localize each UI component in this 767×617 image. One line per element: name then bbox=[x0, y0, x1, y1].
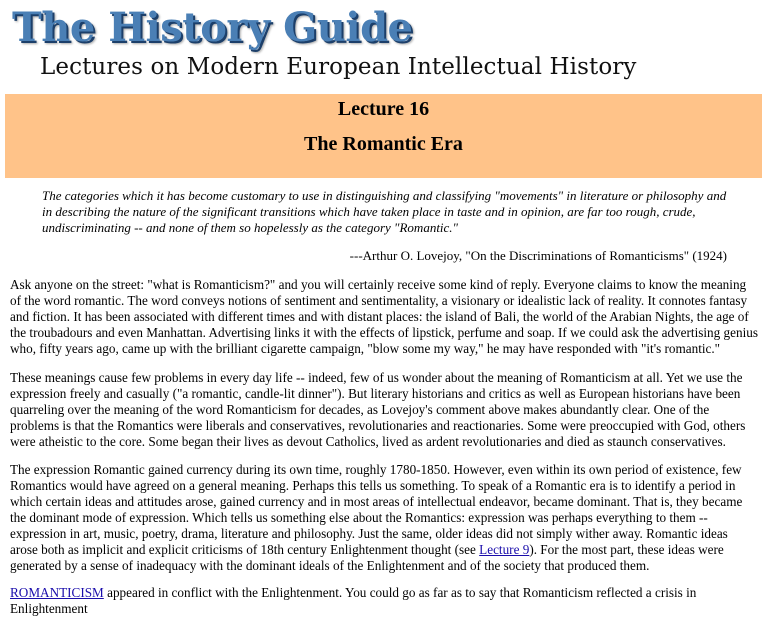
site-logo[interactable]: The History Guide bbox=[12, 4, 413, 51]
lecture-banner bbox=[5, 94, 762, 178]
paragraph-4 bbox=[10, 585, 758, 617]
lecture-title: The Romantic Era bbox=[304, 133, 463, 155]
epigraph-quote: The categories which it has become customary to use in distinguishing and classifying "movements" in literature or philosophy and in describing the nature of the significant transitions which have taken place in taste and in opinion, are far too rough, crude, undiscriminating -- and none of them so hopelessly as the category "Romantic." bbox=[42, 188, 727, 235]
paragraph-1: Ask anyone on the street: "what is Romanticism?" and you will certainly receive some kind of reply. Everyone claims to know the meaning of the word romantic. The word conveys notions of sentiment and sentimentality, a visionary or idealistic lack of reality. It connotes fantasy and fiction. It has been associated with different times and with distant places: the island of Bali, the world of the Arabian Nights, the age of the troubadours and even Manhattan. Advertising links it with the effects of lipstick, perfume and soap. If we could ask the advertising genius who, fifty years ago, came up with the brilliant cigarette campaign, "blow some my way," he may have responded with "it's romantic." bbox=[10, 277, 758, 356]
epigraph-attribution: ---Arthur O. Lovejoy, "On the Discriminations of Romanticisms" (1924) bbox=[349, 248, 727, 263]
paragraph-2: These meanings cause few problems in every day life -- indeed, few of us wonder about the meaning of Romanticism at all. Yet we use the expression freely and casually ("a romantic, candle-lit dinner"). But literary historians and critics as well as European historians have been quarreling over the meaning of the word Romanticism for decades, as Lovejoy's comment above makes abundantly clear. One of the problems is that the Romantics were liberals and conservatives, revolutionaries and reactionaries. Some were preoccupied with God, others were atheistic to the core. Some began their lives as devout Catholics, lived as ardent revolutionaries and died as staunch conservatives. bbox=[10, 370, 746, 449]
lecture-9-link[interactable]: Lecture 9 bbox=[479, 542, 530, 557]
romanticism-link[interactable]: ROMANTICISM bbox=[10, 585, 104, 600]
paragraph-3-text-a: The expression Romantic gained currency during its own time, roughly 1780-1850. However, even within its own period of existence, few Romantics would have agreed on a general meaning. Perhaps this tells us something. To speak of a Romantic era is to identify a period in which certain ideas and attitudes arose, gained currency and in most areas of intellectual endeavor, became dominant. That is, they became the dominant mode of expression. Which tells us something else about the Romantics: expression was perhaps everything to them -- expression in art, music, poetry, drama, literature and philosophy. Just the same, older ideas did not simply wither away. Romantic ideas arose both as implicit and explicit criticisms of 18th century Enlightenment thought (see bbox=[10, 462, 743, 557]
paragraph-3-text-b: ). For the most part, these ideas were generated by a sense of inadequacy with the dominant ideals of the Enlightenment and of the society that produced them. bbox=[10, 542, 724, 573]
lecture-number: Lecture 16 bbox=[337, 98, 430, 120]
paragraph-3 bbox=[10, 462, 758, 574]
paragraph-4-text: appeared in conflict with the Enlightenment. You could go as far as to say that Romanticism reflected a crisis in Enlightenment bbox=[10, 585, 697, 616]
site-subtitle: Lectures on Modern European Intellectual History bbox=[40, 54, 637, 80]
